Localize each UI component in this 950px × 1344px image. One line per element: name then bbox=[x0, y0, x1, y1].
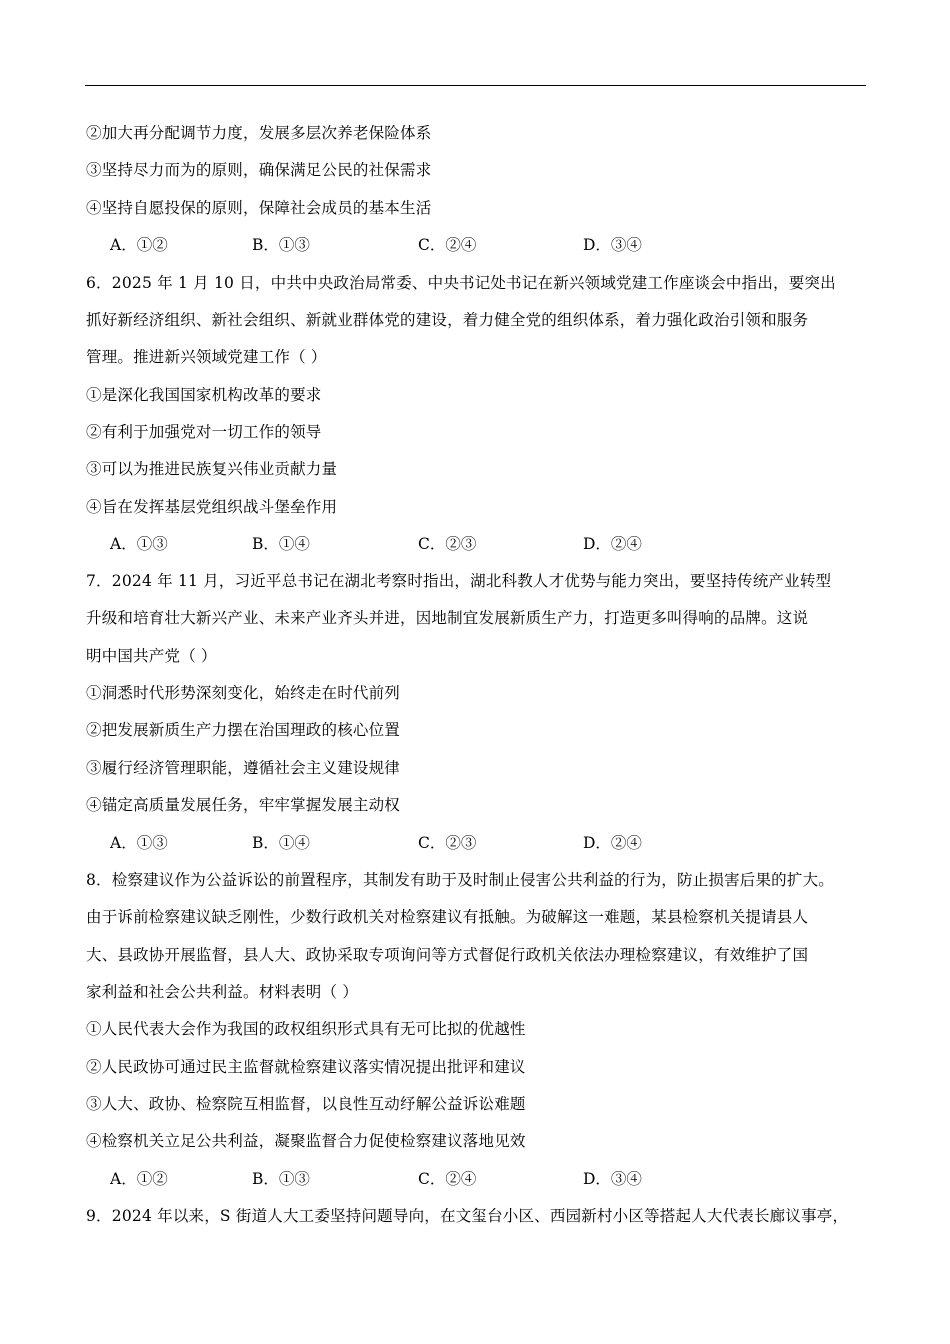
q8-option-c: C．②④ bbox=[418, 1170, 477, 1188]
q7-stem-line-3: 明中国共产党（ ） bbox=[86, 647, 217, 665]
q7-item-3: ③履行经济管理职能，遵循社会主义建设规律 bbox=[86, 759, 401, 777]
q8-stem-line-2: 由于诉前检察建议缺乏刚性，少数行政机关对检察建议有抵触。为破解这一难题，某县检察机关提请县人 bbox=[86, 908, 809, 926]
q5-option-d: D．③④ bbox=[583, 236, 642, 254]
header-rule bbox=[85, 85, 866, 86]
q6-stem-line-3: 管理。推进新兴领域党建工作（ ） bbox=[86, 348, 327, 366]
q7-item-4: ④锚定高质量发展任务，牢牢掌握发展主动权 bbox=[86, 796, 401, 814]
q8-option-d: D．③④ bbox=[583, 1170, 642, 1188]
q5-option-a: A．①② bbox=[110, 236, 168, 254]
q8-stem-line-1: 8．检察建议作为公益诉讼的前置程序，其制发有助于及时制止侵害公共利益的行为，防止损害后果的扩大。 bbox=[86, 871, 834, 889]
q8-option-a: A．①② bbox=[110, 1170, 168, 1188]
q9-stem-line-1: 9．2024 年以来，S 街道人大工委坚持问题导向，在文玺台小区、西园新村小区等搭起人大代表长廊议事亭， bbox=[86, 1207, 849, 1225]
q8-item-3: ③人大、政协、检察院互相监督，以良性互动纾解公益诉讼难题 bbox=[86, 1095, 526, 1113]
q6-stem-line-1: 6．2025 年 1 月 10 日，中共中央政治局常委、中央书记处书记在新兴领域党建工作座谈会中指出，要突出 bbox=[86, 274, 836, 292]
q6-stem-line-2: 抓好新经济组织、新社会组织、新就业群体党的建设，着力健全党的组织体系，着力强化政治引领和服务 bbox=[86, 311, 809, 329]
q5-option-b: B．①③ bbox=[252, 236, 310, 254]
q8-stem-line-4: 家利益和社会公共利益。材料表明（ ） bbox=[86, 983, 359, 1001]
q7-option-a: A．①③ bbox=[110, 834, 168, 852]
q6-item-1: ①是深化我国国家机构改革的要求 bbox=[86, 386, 322, 404]
q7-option-d: D．②④ bbox=[583, 834, 642, 852]
q7-option-b: B．①④ bbox=[252, 834, 310, 852]
q6-option-d: D．②④ bbox=[583, 535, 642, 553]
q6-option-b: B．①④ bbox=[252, 535, 310, 553]
q6-item-3: ③可以为推进民族复兴伟业贡献力量 bbox=[86, 460, 338, 478]
q5-item-4: ④坚持自愿投保的原则，保障社会成员的基本生活 bbox=[86, 199, 432, 217]
q7-stem-line-1: 7．2024 年 11 月，习近平总书记在湖北考察时指出，湖北科教人才优势与能力突出，要坚持传统产业转型 bbox=[86, 572, 832, 590]
q6-option-c: C．②③ bbox=[418, 535, 477, 553]
q7-item-2: ②把发展新质生产力摆在治国理政的核心位置 bbox=[86, 721, 401, 739]
q8-item-2: ②人民政协可通过民主监督就检察建议落实情况提出批评和建议 bbox=[86, 1058, 526, 1076]
q7-stem-line-2: 升级和培育壮大新兴产业、未来产业齐头并进，因地制宜发展新质生产力，打造更多叫得响的品牌。这说 bbox=[86, 609, 809, 627]
q7-option-c: C．②③ bbox=[418, 834, 477, 852]
q5-item-3: ③坚持尽力而为的原则，确保满足公民的社保需求 bbox=[86, 161, 432, 179]
q6-item-2: ②有利于加强党对一切工作的领导 bbox=[86, 423, 322, 441]
q6-option-a: A．①③ bbox=[110, 535, 168, 553]
q8-item-1: ①人民代表大会作为我国的政权组织形式具有无可比拟的优越性 bbox=[86, 1020, 526, 1038]
q5-item-2: ②加大再分配调节力度，发展多层次养老保险体系 bbox=[86, 124, 432, 142]
q5-option-c: C．②④ bbox=[418, 236, 477, 254]
q8-stem-line-3: 大、县政协开展监督，县人大、政协采取专项询问等方式督促行政机关依法办理检察建议，有效维护了国 bbox=[86, 946, 809, 964]
q8-item-4: ④检察机关立足公共利益，凝聚监督合力促使检察建议落地见效 bbox=[86, 1132, 526, 1150]
q8-option-b: B．①③ bbox=[252, 1170, 310, 1188]
q7-item-1: ①洞悉时代形势深刻变化，始终走在时代前列 bbox=[86, 684, 401, 702]
q6-item-4: ④旨在发挥基层党组织战斗堡垒作用 bbox=[86, 498, 338, 516]
